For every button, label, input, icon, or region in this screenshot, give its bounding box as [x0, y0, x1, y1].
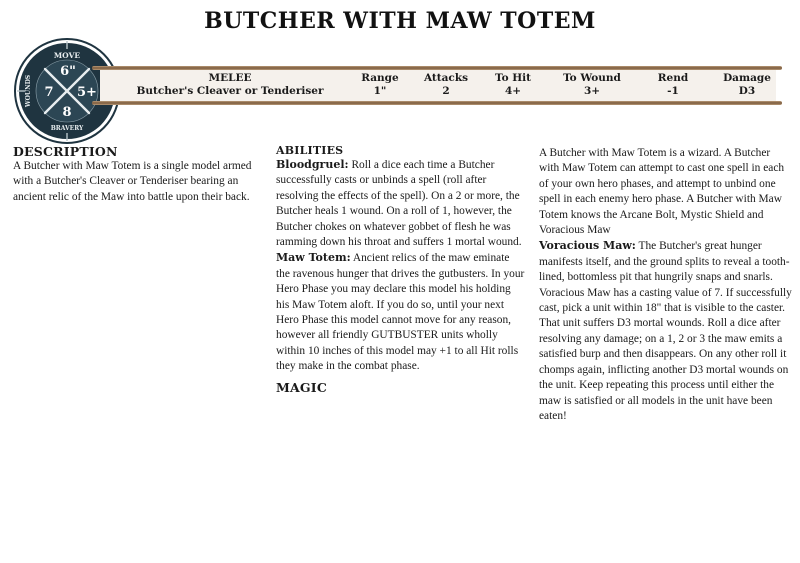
spell-name: Voracious Maw: — [539, 239, 636, 253]
header-attacks: Attacks — [423, 72, 469, 84]
ability-text: Ancient relics of the maw eminate the ravenous hunger that drives the gutbusters. In your Hero Phase you may declare this model his holding his Maw Totem aloft. If you do so, until your next Hero Phase this model cannot move for any reason, however all friendly GUTBUSTER units wholly within 10 inches of this model may +1 to all Hit rolls they make in the combat phase. — [276, 252, 525, 373]
ability-name: Maw Totem: — [276, 251, 351, 265]
header-damage: Damage — [723, 72, 771, 84]
header-to-wound: To Wound — [563, 72, 621, 84]
ability-text: Roll a dice each time a Butcher successfully casts or unbinds a spell (roll after resolving the effects of the spell). On a 2 or more, the Butcher heals 1 wound. On a roll of 1, however, the Butcher chokes on whatever gobbet of flesh he was ramming down his throat and suffers 1 mortal wound. — [276, 159, 522, 249]
abilities-section — [276, 145, 526, 395]
weapon-to-wound: 3+ — [583, 85, 601, 97]
weapon-name: Butcher's Cleaver or Tenderiser — [136, 85, 324, 97]
weapon-table — [108, 72, 788, 98]
move-label: MOVE — [53, 51, 81, 60]
magic-intro: A Butcher with Maw Totem is a wizard. A Butcher with Maw Totem can attempt to cast one spell in each of your own hero phases, and attempt to unbind one spell in each enemy hero phase. A Butcher with Maw Totem knows the Arcane Bolt, Mystic Shield and Voracious Maw — [539, 147, 785, 237]
weapon-attacks: 2 — [442, 85, 450, 97]
warscroll-title: BUTCHER WITH MAW TOTEM — [204, 8, 596, 34]
spell-text: The Butcher's great hunger manifests itself, and the ground splits to reveal a tooth-lined, bottomless pit that hungrily snaps and snarls. Voracious Maw has a casting value of 7. If successfully cast, pick a unit within 18" that is visible to the caster. That unit suffers D3 mortal wounds. Roll a dice after resolving any damage; on a 1, 2 or 3 the maw emits a satisfied burp and then disappears. On any other roll it chomps again, inflicting another D3 mortal wounds on the unit. Keep repeating this process until either the maw is satisfied or all models in the unit have been eaten! — [539, 240, 792, 422]
ability-bloodgruel — [276, 157, 526, 250]
description-text: A Butcher with Maw Totem is a single model armed with a Butcher's Cleaver or Tenderiser bearing an ancient relic of the Maw into battle upon their back. — [13, 160, 252, 203]
wounds-value: 7 — [44, 85, 54, 100]
weapon-row — [108, 85, 788, 98]
ability-name: Bloodgruel: — [276, 158, 349, 171]
spell-voracious-maw — [539, 238, 793, 424]
weapon-range: 1" — [373, 85, 387, 97]
weapon-band-top-border — [92, 66, 782, 70]
header-range: Range — [361, 72, 399, 84]
description-section — [13, 145, 263, 205]
ability-maw-totem — [276, 250, 526, 374]
save-value: 5+ — [77, 85, 97, 100]
abilities-heading: ABILITIES — [276, 144, 344, 157]
magic-heading: MAGIC — [276, 379, 328, 395]
header-rend: Rend — [657, 72, 689, 84]
move-value: 6" — [60, 64, 76, 79]
weapon-table-header — [108, 72, 788, 85]
weapon-to-hit: 4+ — [504, 85, 522, 97]
magic-section — [539, 146, 793, 424]
weapon-band-bottom-border — [92, 101, 782, 105]
weapon-rend: -1 — [667, 85, 679, 97]
wounds-label: WOUNDS — [25, 74, 32, 108]
header-melee: MELEE — [208, 72, 252, 84]
weapon-damage: D3 — [738, 85, 756, 97]
description-heading: DESCRIPTION — [13, 144, 118, 159]
bravery-value: 8 — [62, 105, 72, 120]
header-to-hit: To Hit — [494, 72, 532, 84]
bravery-label: BRAVERY — [50, 125, 84, 132]
